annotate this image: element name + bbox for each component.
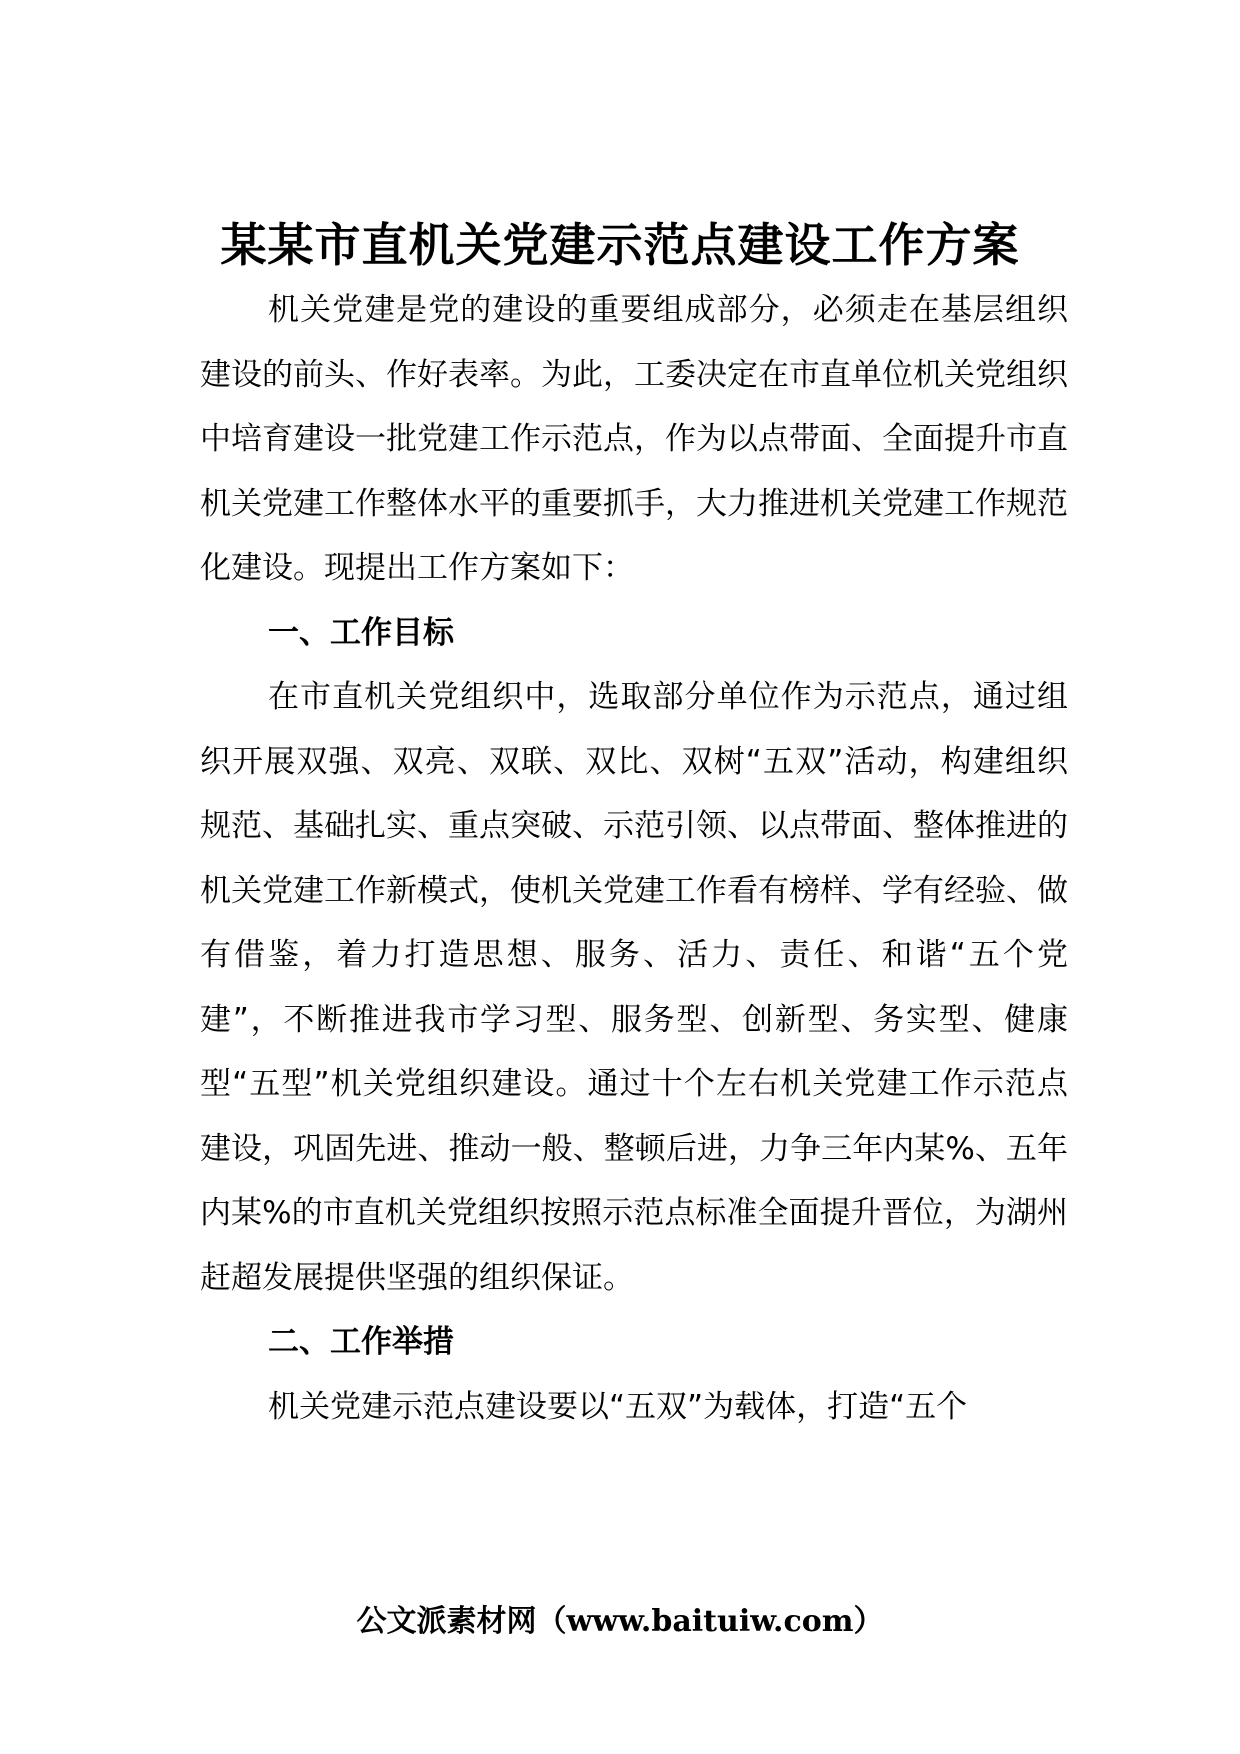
section-paragraph-goals: 在市直机关党组织中，选取部分单位作为示范点，通过组织开展双强、双亮、双联、双比、双树“五双”活动，构建组织规范、基础扎实、重点突破、示范引领、以点带面、整体推进的机关党建工作新模式，使机关党建工作看有榜样、学有经验、做有借鉴，着力打造思想、服务、活力、责任、和谐“五个党建”，不断推进我市学习型、服务型、创新型、务实型、健康型“五型”机关党组织建设。通过十个左右机关党建工作示范点建设，巩固先进、推动一般、整顿后进，力争三年内某%、五年内某%的市直机关党组织按照示范点标准全面提升晋位，为湖州赶超发展提供坚强的组织保证。 — [200, 679, 1068, 1296]
document-title: 某某市直机关党建示范点建设工作方案 — [220, 218, 1020, 272]
section-heading-goals: 一、工作目标 — [268, 614, 454, 651]
section-paragraph-measures: 机关党建示范点建设要以“五双”为载体，打造“五个 — [268, 1388, 968, 1425]
intro-paragraph: 机关党建是党的建设的重要组成部分，必须走在基层组织建设的前头、作好表率。为此，工委决定在市直单位机关党组织中培育建设一批党建工作示范点，作为以点带面、全面提升市直机关党建工作整体水平的重要抓手，大力推进机关党建工作规范化建设。现提出工作方案如下： — [200, 292, 1068, 586]
section-heading-measures: 二、工作举措 — [268, 1324, 454, 1360]
footer-watermark: 公文派素材网（www.baituiw.com） — [356, 1604, 884, 1639]
document-body — [200, 278, 1068, 1439]
